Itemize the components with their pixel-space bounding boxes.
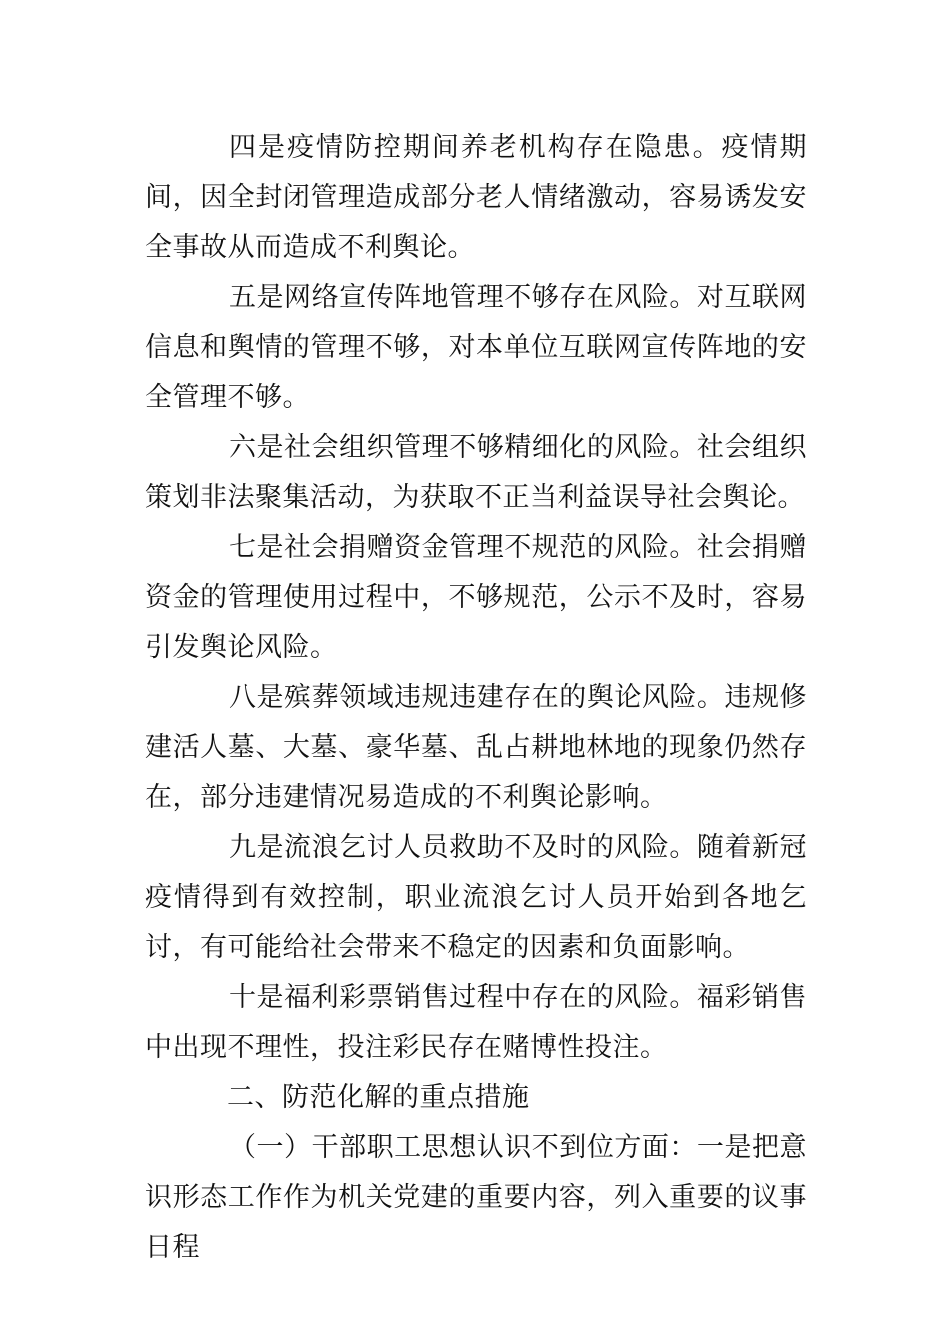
paragraph-item-10: 十是福利彩票销售过程中存在的风险。福彩销售中出现不理性，投注彩民存在赌博性投注。 xyxy=(145,982,807,1063)
section-heading: 二、防范化解的重点措施 xyxy=(227,1082,530,1113)
paragraph-item-5: 五是网络宣传阵地管理不够存在风险。对互联网信息和舆情的管理不够，对本单位互联网宣传阵地的安全管理不够。 xyxy=(145,282,807,413)
paragraph-item-9: 九是流浪乞讨人员救助不及时的风险。随着新冠疫情得到有效控制，职业流浪乞讨人员开始到各地乞讨，有可能给社会带来不稳定的因素和负面影响。 xyxy=(145,832,807,963)
paragraph-item-4: 四是疫情防控期间养老机构存在隐患。疫情期间，因全封闭管理造成部分老人情绪激动，容易诱发安全事故从而造成不利舆论。 xyxy=(145,132,807,263)
document-body xyxy=(145,123,807,1273)
paragraph-item-6: 六是社会组织管理不够精细化的风险。社会组织策划非法聚集活动，为获取不正当利益误导社会舆论。 xyxy=(145,432,807,513)
paragraph-item-8: 八是殡葬领域违规违建存在的舆论风险。违规修建活人墓、大墓、豪华墓、乱占耕地林地的现象仍然存在，部分违建情况易造成的不利舆论影响。 xyxy=(145,682,807,813)
paragraph-item-7: 七是社会捐赠资金管理不规范的风险。社会捐赠资金的管理使用过程中，不够规范，公示不及时，容易引发舆论风险。 xyxy=(145,532,807,663)
measure-paragraph: （一）干部职工思想认识不到位方面：一是把意识形态工作作为机关党建的重要内容，列入重要的议事日程 xyxy=(145,1132,807,1263)
